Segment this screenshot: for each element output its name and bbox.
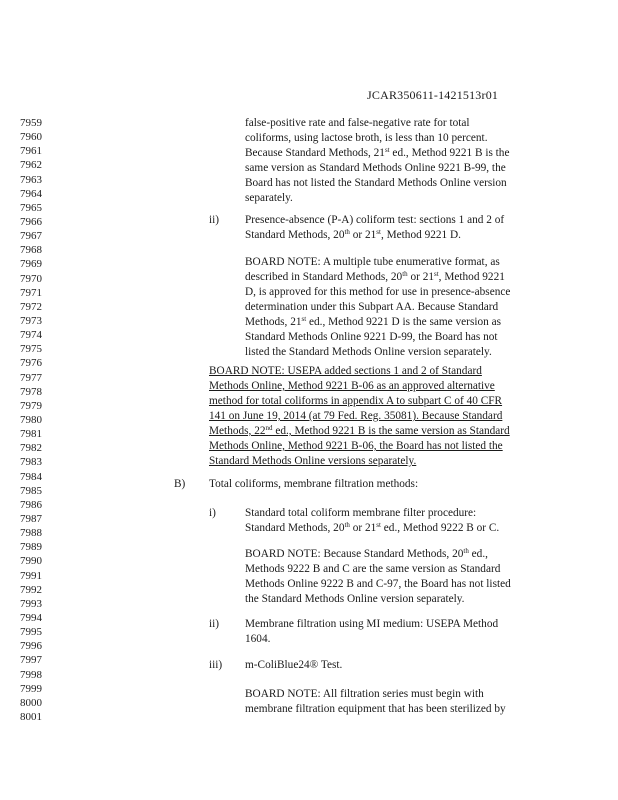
line-number: 7961	[20, 145, 42, 158]
text-line: described in Standard Methods, 20th or 21st, Method 9221	[245, 270, 505, 283]
text-line: 141 on June 19, 2014 (at 79 Fed. Reg. 35081). Because Standard	[209, 410, 503, 422]
list-label-B: B)	[174, 478, 186, 490]
line-number: 7985	[20, 484, 42, 497]
line-number: 7990	[20, 555, 42, 568]
text-line: Methods Online 9222 B and C-97, the Board has not listed	[245, 578, 511, 590]
text-line: Standard Methods Online versions separately.	[209, 455, 417, 467]
line-number: 7960	[20, 131, 42, 144]
text-line: the Standard Methods Online version separately.	[245, 593, 465, 605]
text-line: same version as Standard Methods Online 9221 B-99, the	[245, 162, 506, 174]
section-heading-membrane-filtration: Total coliforms, membrane filtration methods:	[209, 478, 419, 490]
text-line: membrane filtration equipment that has been sterilized by	[245, 703, 506, 715]
text-line: Standard Methods, 20th or 21st, Method 9221 D.	[245, 228, 461, 241]
text-line: determination under this Subpart AA. Because Standard	[245, 301, 499, 313]
paragraph-continuation	[245, 116, 509, 206]
coliblue-item: m-ColiBlue24® Test.	[245, 659, 343, 671]
line-number: 7991	[20, 569, 42, 582]
line-number: 7973	[20, 315, 42, 327]
text-line: BOARD NOTE: All filtration series must begin with	[245, 688, 484, 700]
text-line: BOARD NOTE: USEPA added sections 1 and 2 of Standard	[209, 365, 482, 377]
line-number: 7981	[20, 428, 42, 441]
line-number: 7974	[20, 329, 42, 342]
list-label-i: i)	[209, 507, 216, 519]
board-note-usepa-added	[209, 364, 510, 469]
board-note-9222	[245, 547, 511, 607]
line-number: 7996	[20, 640, 42, 653]
text-line: D, is approved for this method for use in presence-absence	[245, 286, 511, 298]
line-number: 7999	[20, 682, 42, 695]
text-line: Standard Methods Online 9221 D-99, the Board has not	[245, 331, 498, 343]
text-line: Methods, 21st ed., Method 9221 D is the same version as	[245, 315, 502, 328]
mi-medium-item	[245, 617, 498, 647]
line-number: 7966	[20, 216, 42, 228]
line-number: 7964	[20, 187, 42, 200]
line-number: 7959	[20, 117, 42, 129]
text-line: Board has not listed the Standard Methods Online version	[245, 177, 507, 189]
list-label-iii: iii)	[209, 659, 223, 671]
line-number: 7995	[20, 626, 42, 638]
text-line: BOARD NOTE: Because Standard Methods, 20th ed.,	[245, 547, 488, 560]
text-line: Standard Methods, 20th or 21st ed., Method 9222 B or C.	[245, 521, 500, 534]
line-number: 7977	[20, 371, 42, 384]
line-number: 7976	[20, 357, 42, 370]
text-line: BOARD NOTE: A multiple tube enumerative format, as	[245, 256, 500, 268]
line-number: 7998	[20, 668, 42, 681]
line-number: 7979	[20, 399, 42, 412]
line-number: 7972	[20, 300, 42, 313]
board-note-filtration-series	[245, 687, 506, 717]
line-number: 7983	[20, 456, 42, 469]
line-number: 7988	[20, 527, 42, 540]
text-line: Standard total coliform membrane filter procedure:	[245, 507, 477, 519]
text-line: listed the Standard Methods Online version separately.	[245, 346, 492, 358]
line-number: 7978	[20, 385, 42, 398]
text-line: method for total coliforms in appendix A to subpart C of 40 CFR	[209, 395, 503, 407]
text-line: 1604.	[245, 633, 271, 645]
line-number: 7963	[20, 173, 42, 186]
line-number: 7997	[20, 654, 42, 667]
text-line: Methods, 22nd ed., Method 9221 B is the same version as Standard	[209, 424, 510, 437]
line-number: 7967	[20, 230, 42, 243]
line-number: 7962	[20, 159, 42, 172]
line-number: 7994	[20, 611, 42, 624]
line-number: 7989	[20, 541, 42, 554]
text-line: Methods 9222 B and C are the same version as Standard	[245, 563, 501, 575]
line-number: 7987	[20, 512, 42, 525]
text-line: false-positive rate and false-negative rate for total	[245, 117, 470, 129]
line-number: 7965	[20, 201, 42, 214]
line-number: 7969	[20, 258, 42, 271]
text-line: Methods Online, Method 9221 B-06 as an approved alternative	[209, 380, 495, 392]
line-number: 7993	[20, 597, 42, 610]
text-line: separately.	[245, 192, 293, 204]
presence-absence-item	[245, 213, 504, 243]
text-line: Membrane filtration using MI medium: USEPA Method	[245, 618, 499, 630]
text-line: Methods Online, Method 9221 B-06, the Board has not listed the	[209, 440, 503, 452]
line-number: 7968	[20, 244, 42, 257]
line-number: 7975	[20, 343, 42, 356]
line-number: 7970	[20, 272, 42, 285]
text-line: Because Standard Methods, 21st ed., Method 9221 B is the	[245, 146, 510, 159]
line-number: 8001	[20, 710, 42, 723]
list-label-ii: ii)	[209, 214, 220, 226]
line-number: 7980	[20, 413, 42, 426]
text-line: Presence-absence (P-A) coliform test: sections 1 and 2 of	[245, 214, 505, 226]
text-line: coliforms, using lactose broth, is less than 10 percent.	[245, 132, 488, 144]
document-id: JCAR350611-1421513r01	[367, 88, 499, 102]
line-number: 7984	[20, 470, 42, 483]
line-number: 7971	[20, 286, 42, 299]
line-number: 7986	[20, 498, 42, 511]
list-label-ii-mi: ii)	[209, 618, 220, 630]
line-number: 7992	[20, 583, 42, 596]
board-note-multiple-tube	[245, 255, 510, 360]
standard-total-coliform-item	[245, 506, 499, 536]
line-number: 8000	[20, 696, 42, 709]
line-number: 7982	[20, 442, 42, 455]
